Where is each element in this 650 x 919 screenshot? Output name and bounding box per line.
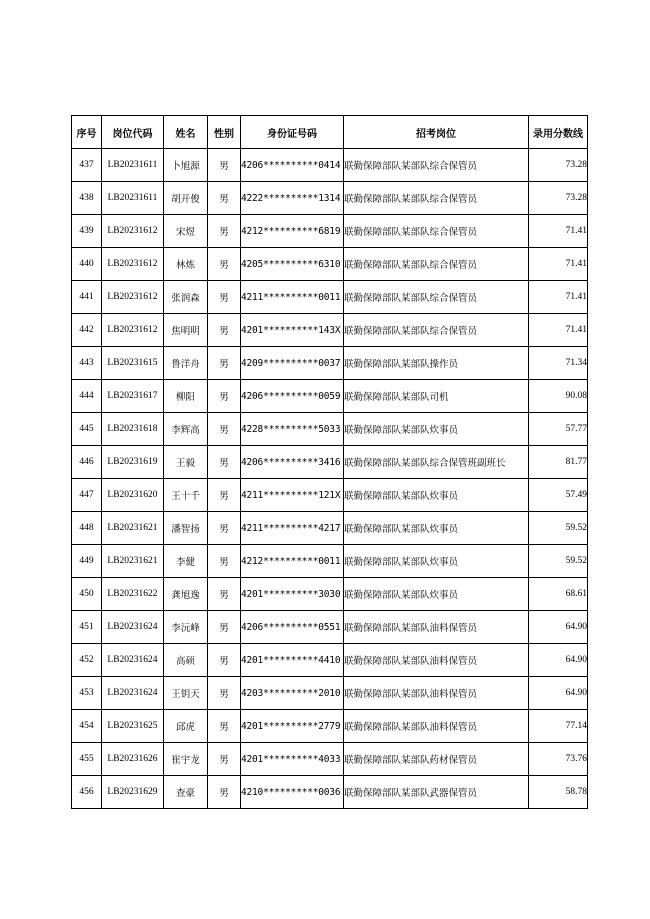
cell-id: 4212**********6819 [241, 215, 344, 248]
cell-gender: 男 [208, 677, 241, 710]
cell-seq: 452 [72, 644, 102, 677]
header-seq: 序号 [72, 116, 102, 149]
header-id: 身份证号码 [241, 116, 344, 149]
cell-name: 李健 [164, 545, 208, 578]
cell-name: 龚旭逸 [164, 578, 208, 611]
cell-seq: 449 [72, 545, 102, 578]
cell-id: 4201**********4033 [241, 743, 344, 776]
cell-name: 王钥天 [164, 677, 208, 710]
cell-name: 崔宇龙 [164, 743, 208, 776]
cell-score: 77.14 [529, 710, 588, 743]
cell-seq: 441 [72, 281, 102, 314]
cell-position: 联勤保障部队某部队综合保管员 [344, 149, 529, 182]
cell-seq: 445 [72, 413, 102, 446]
table-row [72, 677, 588, 710]
cell-gender: 男 [208, 512, 241, 545]
cell-position: 联勤保障部队某部队油料保管员 [344, 677, 529, 710]
cell-gender: 男 [208, 149, 241, 182]
cell-id: 4211**********0011 [241, 281, 344, 314]
cell-id: 4211**********121X [241, 479, 344, 512]
cell-score: 71.41 [529, 314, 588, 347]
cell-name: 邱虎 [164, 710, 208, 743]
cell-position: 联勤保障部队某部队综合保管班副班长 [344, 446, 529, 479]
cell-score: 73.28 [529, 182, 588, 215]
cell-id: 4201**********143X [241, 314, 344, 347]
cell-code: LB20231619 [102, 446, 164, 479]
cell-name: 王毅 [164, 446, 208, 479]
cell-seq: 453 [72, 677, 102, 710]
cell-position: 联勤保障部队某部队炊事员 [344, 479, 529, 512]
cell-gender: 男 [208, 413, 241, 446]
cell-name: 潘智扬 [164, 512, 208, 545]
cell-score: 58.78 [529, 776, 588, 809]
cell-score: 71.41 [529, 281, 588, 314]
header-name: 姓名 [164, 116, 208, 149]
cell-position: 联勤保障部队某部队炊事员 [344, 545, 529, 578]
cell-id: 4206**********0551 [241, 611, 344, 644]
cell-code: LB20231624 [102, 677, 164, 710]
cell-code: LB20231612 [102, 248, 164, 281]
cell-score: 71.41 [529, 215, 588, 248]
table-row [72, 413, 588, 446]
cell-name: 高硕 [164, 644, 208, 677]
cell-id: 4201**********2779 [241, 710, 344, 743]
cell-gender: 男 [208, 182, 241, 215]
cell-gender: 男 [208, 446, 241, 479]
cell-code: LB20231620 [102, 479, 164, 512]
cell-code: LB20231621 [102, 512, 164, 545]
cell-id: 4201**********4410 [241, 644, 344, 677]
cell-code: LB20231626 [102, 743, 164, 776]
cell-seq: 440 [72, 248, 102, 281]
table-row [72, 479, 588, 512]
cell-code: LB20231612 [102, 215, 164, 248]
cell-code: LB20231624 [102, 611, 164, 644]
cell-id: 4222**********1314 [241, 182, 344, 215]
cell-name: 查豪 [164, 776, 208, 809]
cell-id: 4211**********4217 [241, 512, 344, 545]
cell-score: 68.61 [529, 578, 588, 611]
cell-gender: 男 [208, 479, 241, 512]
table-row [72, 182, 588, 215]
cell-seq: 447 [72, 479, 102, 512]
table-row [72, 446, 588, 479]
cell-name: 鲁洋舟 [164, 347, 208, 380]
cell-code: LB20231611 [102, 149, 164, 182]
cell-score: 57.77 [529, 413, 588, 446]
cell-id: 4203**********2010 [241, 677, 344, 710]
cell-gender: 男 [208, 776, 241, 809]
cell-gender: 男 [208, 578, 241, 611]
header-row [72, 116, 588, 149]
table-row [72, 347, 588, 380]
cell-position: 联勤保障部队某部队操作员 [344, 347, 529, 380]
cell-position: 联勤保障部队某部队综合保管员 [344, 281, 529, 314]
cell-score: 64.90 [529, 644, 588, 677]
cell-id: 4206**********3416 [241, 446, 344, 479]
table-row [72, 314, 588, 347]
cell-position: 联勤保障部队某部队武器保管员 [344, 776, 529, 809]
cell-gender: 男 [208, 380, 241, 413]
cell-seq: 456 [72, 776, 102, 809]
cell-seq: 442 [72, 314, 102, 347]
table-row [72, 149, 588, 182]
cell-position: 联勤保障部队某部队油料保管员 [344, 710, 529, 743]
cell-code: LB20231615 [102, 347, 164, 380]
cell-position: 联勤保障部队某部队油料保管员 [344, 611, 529, 644]
cell-code: LB20231617 [102, 380, 164, 413]
cell-position: 联勤保障部队某部队药材保管员 [344, 743, 529, 776]
table-row [72, 743, 588, 776]
cell-id: 4228**********5033 [241, 413, 344, 446]
cell-seq: 454 [72, 710, 102, 743]
cell-score: 73.76 [529, 743, 588, 776]
cell-seq: 439 [72, 215, 102, 248]
cell-position: 联勤保障部队某部队司机 [344, 380, 529, 413]
table-row [72, 512, 588, 545]
cell-seq: 451 [72, 611, 102, 644]
cell-seq: 450 [72, 578, 102, 611]
cell-gender: 男 [208, 545, 241, 578]
cell-code: LB20231629 [102, 776, 164, 809]
cell-gender: 男 [208, 710, 241, 743]
cell-name: 柳阳 [164, 380, 208, 413]
cell-score: 59.52 [529, 512, 588, 545]
cell-position: 联勤保障部队某部队综合保管员 [344, 182, 529, 215]
cell-score: 81.77 [529, 446, 588, 479]
header-score: 录用分数线 [529, 116, 588, 149]
cell-position: 联勤保障部队某部队综合保管员 [344, 314, 529, 347]
cell-name: 王十千 [164, 479, 208, 512]
cell-code: LB20231611 [102, 182, 164, 215]
table-row [72, 644, 588, 677]
cell-seq: 438 [72, 182, 102, 215]
cell-score: 57.49 [529, 479, 588, 512]
header-gender: 性别 [208, 116, 241, 149]
cell-id: 4205**********6310 [241, 248, 344, 281]
cell-gender: 男 [208, 215, 241, 248]
table-row [72, 578, 588, 611]
cell-name: 胡开俊 [164, 182, 208, 215]
cell-position: 联勤保障部队某部队炊事员 [344, 512, 529, 545]
cell-name: 林炼 [164, 248, 208, 281]
table-row [72, 710, 588, 743]
cell-code: LB20231618 [102, 413, 164, 446]
cell-code: LB20231622 [102, 578, 164, 611]
cell-code: LB20231624 [102, 644, 164, 677]
cell-score: 73.28 [529, 149, 588, 182]
table-row [72, 776, 588, 809]
table-row [72, 248, 588, 281]
cell-gender: 男 [208, 743, 241, 776]
cell-id: 4201**********3030 [241, 578, 344, 611]
cell-id: 4212**********0011 [241, 545, 344, 578]
cell-score: 64.90 [529, 677, 588, 710]
cell-id: 4206**********0414 [241, 149, 344, 182]
cell-name: 焦明明 [164, 314, 208, 347]
cell-seq: 443 [72, 347, 102, 380]
cell-code: LB20231621 [102, 545, 164, 578]
cell-gender: 男 [208, 314, 241, 347]
cell-seq: 446 [72, 446, 102, 479]
cell-name: 李沅峰 [164, 611, 208, 644]
cell-code: LB20231612 [102, 314, 164, 347]
cell-id: 4210**********0036 [241, 776, 344, 809]
cell-seq: 448 [72, 512, 102, 545]
cell-seq: 455 [72, 743, 102, 776]
table-body [72, 149, 588, 809]
cell-seq: 444 [72, 380, 102, 413]
header-position: 招考岗位 [344, 116, 529, 149]
cell-name: 李辉高 [164, 413, 208, 446]
cell-code: LB20231612 [102, 281, 164, 314]
cell-gender: 男 [208, 347, 241, 380]
cell-score: 59.52 [529, 545, 588, 578]
cell-name: 张润森 [164, 281, 208, 314]
cell-gender: 男 [208, 644, 241, 677]
cell-position: 联勤保障部队某部队综合保管员 [344, 248, 529, 281]
cell-score: 71.34 [529, 347, 588, 380]
cell-gender: 男 [208, 248, 241, 281]
cell-position: 联勤保障部队某部队油料保管员 [344, 644, 529, 677]
cell-code: LB20231625 [102, 710, 164, 743]
cell-score: 71.41 [529, 248, 588, 281]
cell-name: 宋煜 [164, 215, 208, 248]
table-row [72, 545, 588, 578]
cell-gender: 男 [208, 281, 241, 314]
table-row [72, 611, 588, 644]
cell-id: 4206**********0059 [241, 380, 344, 413]
cell-position: 联勤保障部队某部队综合保管员 [344, 215, 529, 248]
table-row [72, 281, 588, 314]
header-code: 岗位代码 [102, 116, 164, 149]
table-row [72, 215, 588, 248]
cell-score: 64.90 [529, 611, 588, 644]
cell-score: 90.08 [529, 380, 588, 413]
cell-seq: 437 [72, 149, 102, 182]
cell-id: 4209**********0037 [241, 347, 344, 380]
cell-position: 联勤保障部队某部队炊事员 [344, 413, 529, 446]
cell-position: 联勤保障部队某部队炊事员 [344, 578, 529, 611]
cell-name: 卜旭源 [164, 149, 208, 182]
roster-table [71, 115, 588, 809]
cell-gender: 男 [208, 611, 241, 644]
table-row [72, 380, 588, 413]
